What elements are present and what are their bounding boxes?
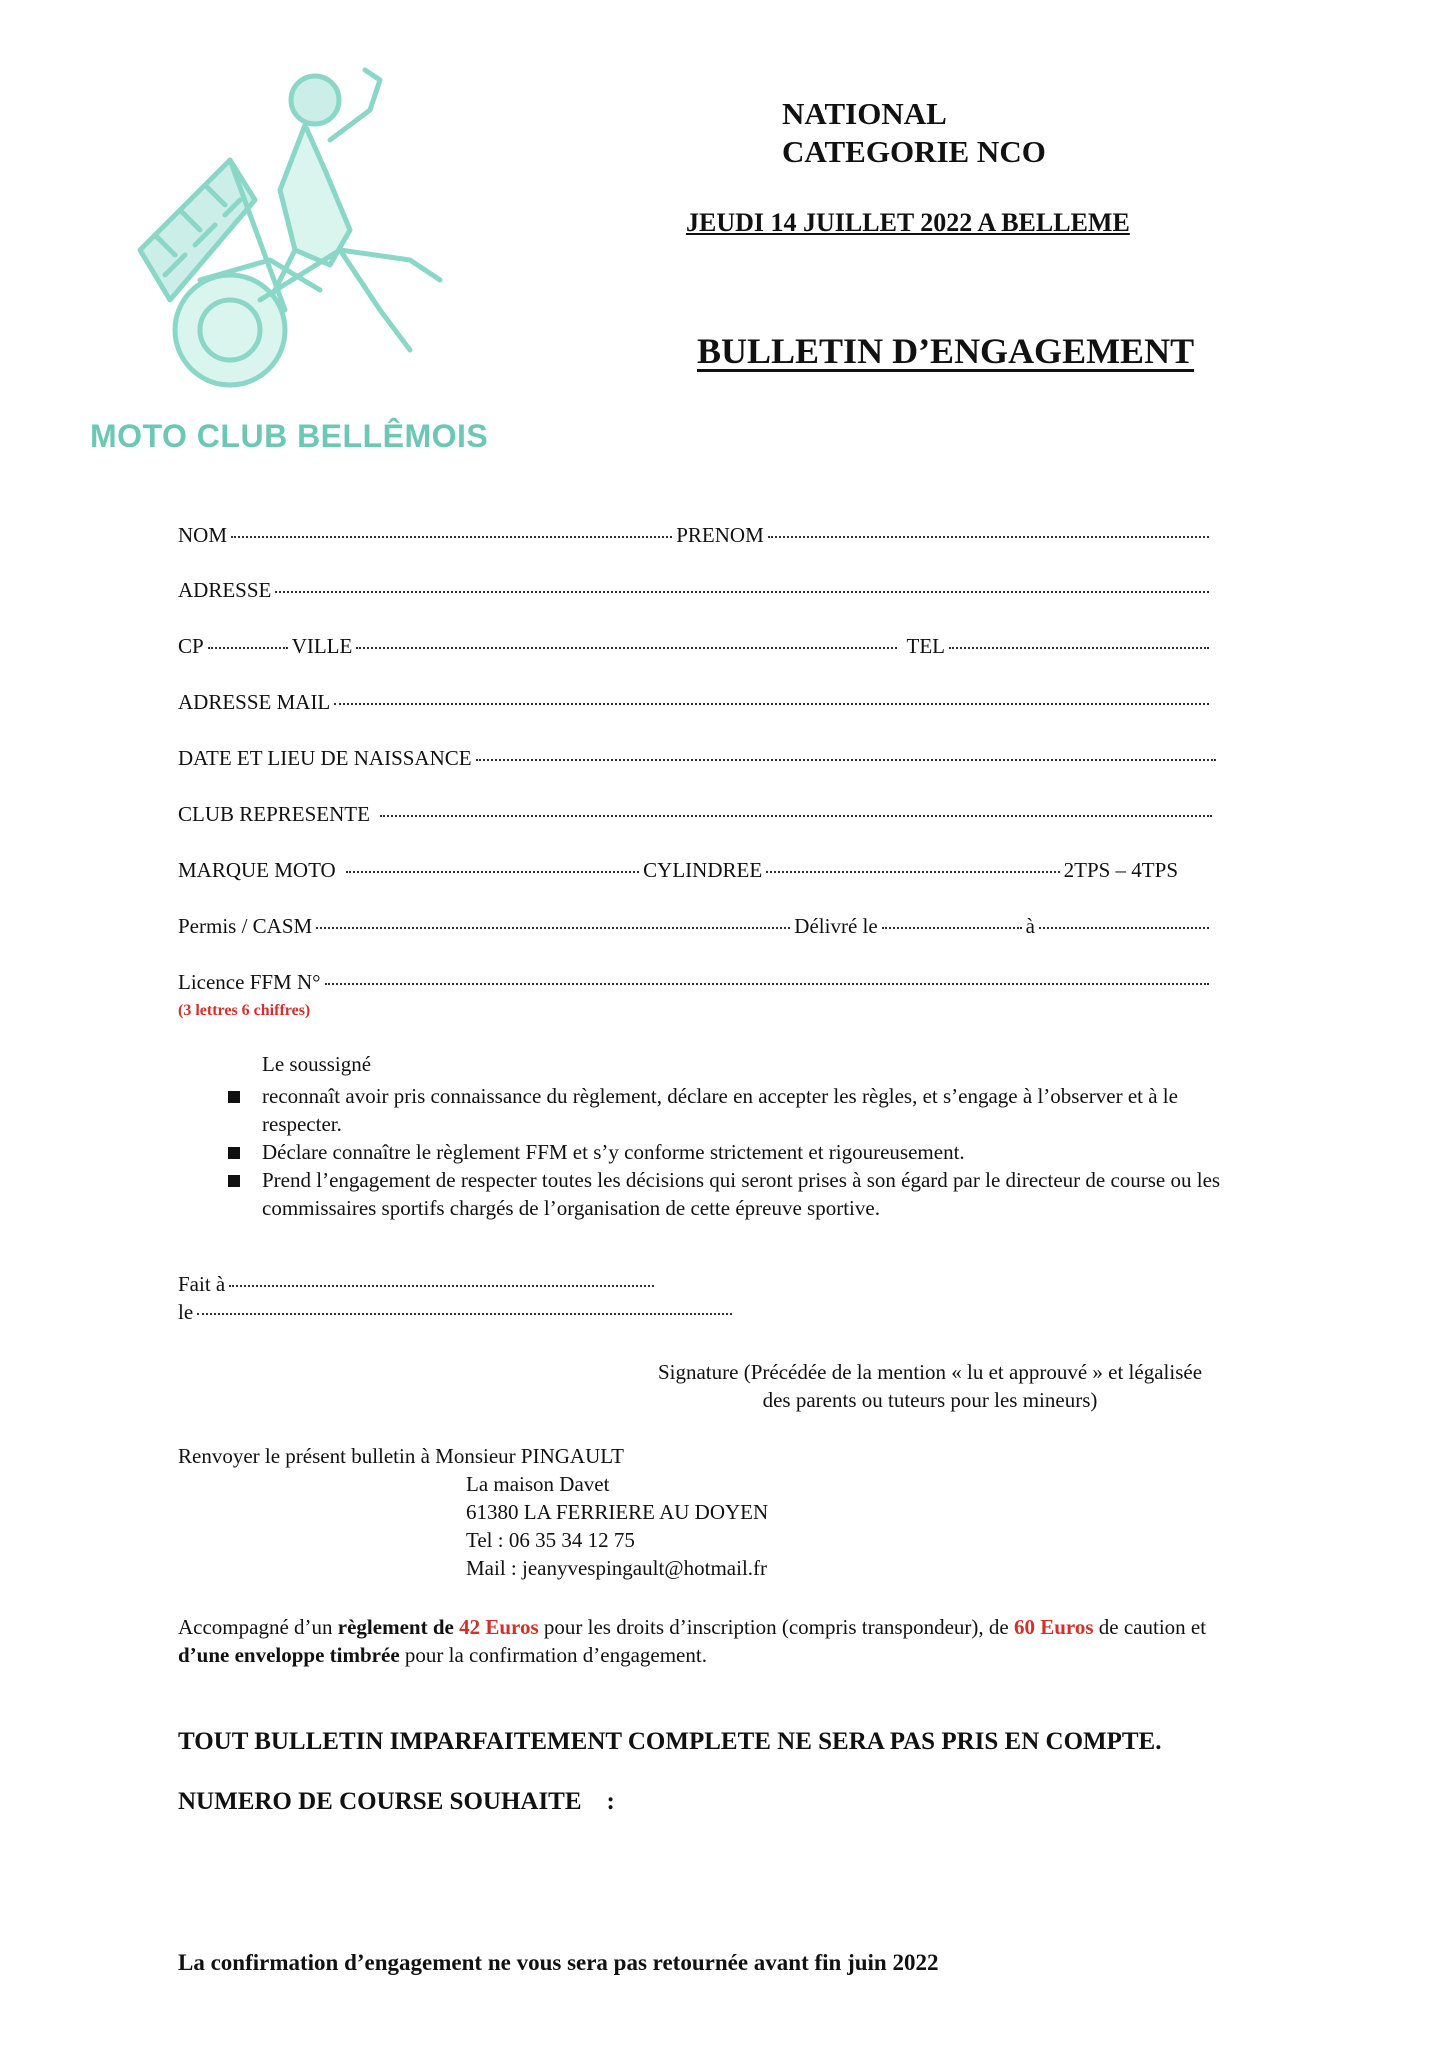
confirmation-note: La confirmation d’engagement ne vous sera pas retournée avant fin juin 2022: [178, 1950, 939, 1975]
race-number-label: NUMERO DE COURSE SOUHAITE :: [178, 1788, 615, 1815]
row-fait-a: [178, 1272, 658, 1302]
bullet-icon: [228, 1091, 240, 1103]
naissance-label: DATE ET LIEU DE NAISSANCE: [178, 746, 472, 770]
row-naissance: [178, 746, 1220, 776]
club-name: MOTO CLUB BELLÊMOIS: [90, 418, 489, 454]
phone-line: Tel : 06 35 34 12 75: [466, 1528, 635, 1552]
incomplete-warning: TOUT BULLETIN IMPARFAITEMENT COMPLETE NE SERA PAS PRIS EN COMPTE.: [178, 1728, 1162, 1755]
list-item: Prend l’engagement de respecter toutes les décisions qui seront prises à son égard par le directeur de course ou les commissaires sportifs chargés de l’organisation de cette épreuve sportive.: [228, 1166, 1262, 1222]
row-club: [178, 802, 1216, 832]
declaration-intro: Le soussigné: [262, 1052, 372, 1076]
email-line: Mail : jeanyvespingault@hotmail.fr: [466, 1556, 768, 1580]
bullet-icon: [228, 1175, 240, 1187]
tel-field[interactable]: [949, 646, 1209, 649]
row-permis: [178, 914, 1213, 944]
a-label: à: [1025, 914, 1035, 938]
prenom-label: PRENOM: [676, 523, 764, 547]
fait-a-field[interactable]: [229, 1284, 654, 1287]
mail-field[interactable]: [334, 702, 1209, 705]
row-cp-ville-tel: [178, 634, 1213, 664]
licence-field[interactable]: [325, 982, 1209, 985]
cp-field[interactable]: [208, 646, 288, 649]
delivre-field[interactable]: [882, 926, 1022, 929]
club-field[interactable]: [380, 814, 1212, 817]
declaration-list: [262, 1082, 1262, 1222]
list-item: reconnaît avoir pris connaissance du règlement, déclare en accepter les règles, et s’engage à l’observer et à le respecter.: [228, 1082, 1262, 1138]
declaration: [262, 1050, 1262, 1222]
address-line: La maison Davet: [466, 1472, 610, 1496]
row-mail: [178, 690, 1213, 720]
permis-label: Permis / CASM: [178, 914, 313, 938]
adresse-label: ADRESSE: [178, 578, 272, 602]
moteur-options: 2TPS – 4TPS: [1063, 858, 1178, 882]
cylindree-field[interactable]: [766, 870, 1059, 873]
row-le: [178, 1300, 736, 1330]
marque-label: MARQUE MOTO: [178, 858, 336, 882]
row-moto: [178, 858, 1178, 888]
adresse-field[interactable]: [275, 590, 1209, 593]
nom-label: NOM: [178, 523, 228, 547]
nom-field[interactable]: [231, 535, 672, 538]
return-intro: Renvoyer le présent bulletin à Monsieur PINGAULT: [178, 1444, 624, 1468]
tel-label: TEL: [906, 634, 945, 658]
fait-a-label: Fait à: [178, 1272, 226, 1296]
permis-field[interactable]: [316, 926, 790, 929]
marque-field[interactable]: [346, 870, 639, 873]
signature-line2: des parents ou tuteurs pour les mineurs): [762, 1388, 1098, 1412]
club-logo: [80, 50, 500, 470]
naissance-field[interactable]: [476, 758, 1216, 761]
club-label: CLUB REPRESENTE: [178, 802, 370, 826]
ville-field[interactable]: [356, 646, 896, 649]
event-category: CATEGORIE NCO: [782, 134, 1046, 169]
list-item: Déclare connaître le règlement FFM et s’y conforme strictement et rigoureusement.: [228, 1138, 1262, 1166]
deposit-amount: 60 Euros: [1013, 1615, 1094, 1639]
cylindree-label: CYLINDREE: [643, 858, 763, 882]
bullet-icon: [228, 1147, 240, 1159]
registration-fee: 42 Euros: [459, 1615, 539, 1639]
prenom-field[interactable]: [768, 535, 1209, 538]
date-field[interactable]: [197, 1312, 732, 1315]
le-label: le: [178, 1300, 194, 1324]
lieu-delivrance-field[interactable]: [1039, 926, 1209, 929]
form-title: BULLETIN D’ENGAGEMENT: [697, 331, 1195, 371]
motorcycle-rider-icon: [80, 50, 500, 420]
signature-block: [600, 1358, 1260, 1414]
row-nom-prenom: [178, 523, 1213, 553]
address-line: 61380 LA FERRIERE AU DOYEN: [466, 1500, 769, 1524]
licence-format-note: (3 lettres 6 chiffres): [178, 1002, 311, 1019]
payment-paragraph: Accompagné d’un règlement de 42 Euros pour les droits d’inscription (compris transpondeur), de 60 Euros de caution et d’une enveloppe timbrée pour la confirmation d’engagement.: [178, 1615, 1207, 1667]
mail-label: ADRESSE MAIL: [178, 690, 331, 714]
delivre-label: Délivré le: [794, 914, 878, 938]
cp-label: CP: [178, 634, 204, 658]
licence-label: Licence FFM N°: [178, 970, 321, 994]
event-level: NATIONAL: [782, 96, 947, 131]
event-date: JEUDI 14 JUILLET 2022 A BELLEME: [686, 208, 1130, 237]
signature-line1: Signature (Précédée de la mention « lu et approuvé » et légalisée: [657, 1360, 1203, 1384]
address-block: [466, 1470, 768, 1582]
row-adresse: [178, 578, 1213, 608]
ville-label: VILLE: [291, 634, 353, 658]
row-licence: [178, 970, 1213, 1000]
